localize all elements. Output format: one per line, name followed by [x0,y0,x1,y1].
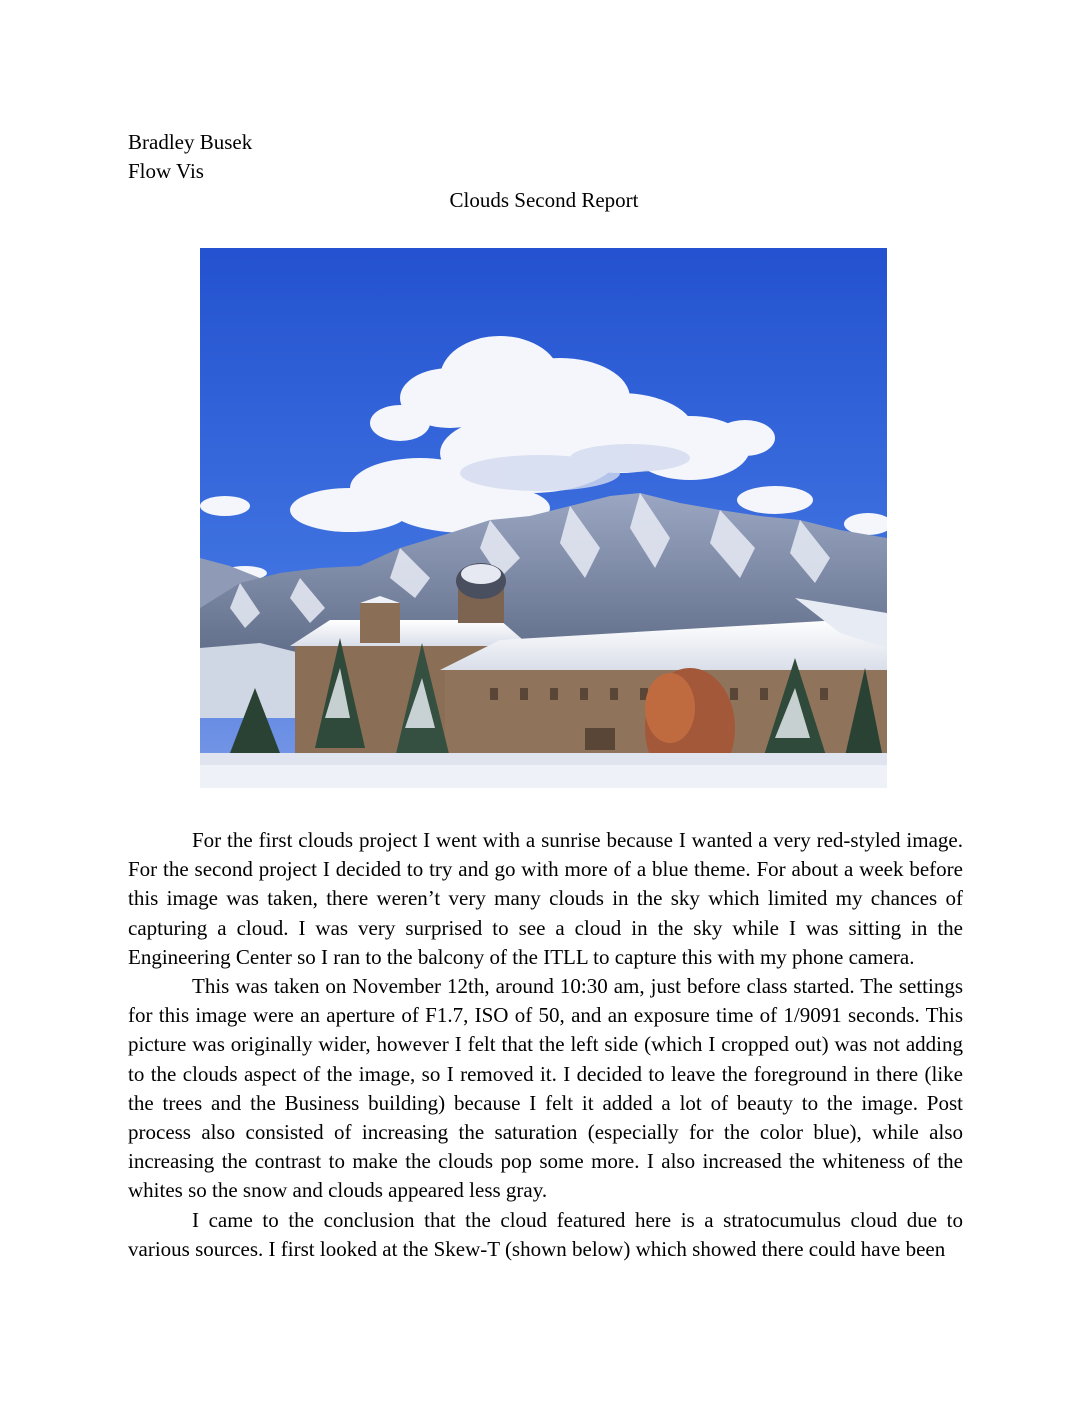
report-title: Clouds Second Report [449,188,639,212]
snow-ground [200,763,887,788]
course-name: Flow Vis [128,159,204,183]
author-block [128,128,252,186]
paragraph-intro: For the first clouds project I went with a sunrise because I wanted a very red-styled image. For the second project I decided to try and go with more of a blue theme. For about a week before this image was taken, there weren’t very many clouds in the sky which limited my chances of capturing a cloud. I was very surprised to see a cloud in the sky while I was sitting in the Engineering Center so I ran to the balcony of the ITLL to capture this with my phone camera. [128,828,963,969]
paragraph-conclusion: I came to the conclusion that the cloud featured here is a stratocumulus cloud due to various sources. I first looked at the Skew-T (shown below) which showed there could have been [128,1207,963,1261]
cloud-photo [200,248,887,788]
paragraph-settings: This was taken on November 12th, around 10:30 am, just before class started. The settings for this image were an aperture of F1.7, ISO of 50, and an exposure time of 1/9091 seconds. This picture was originally wider, however I felt that the left side (which I cropped out) was not adding to the clouds aspect of the image, so I removed it. I decided to leave the foreground in there (like the trees and the Business building) because I felt it added a lot of beauty to the image. Post process also consisted of increasing the saturation (especially for the color blue), while also increasing the contrast to make the clouds pop some more. I also increased the whiteness of the whites so the snow and clouds appeared less gray. [128,974,963,1203]
report-body [128,826,963,1264]
author-name: Bradley Busek [128,130,253,154]
